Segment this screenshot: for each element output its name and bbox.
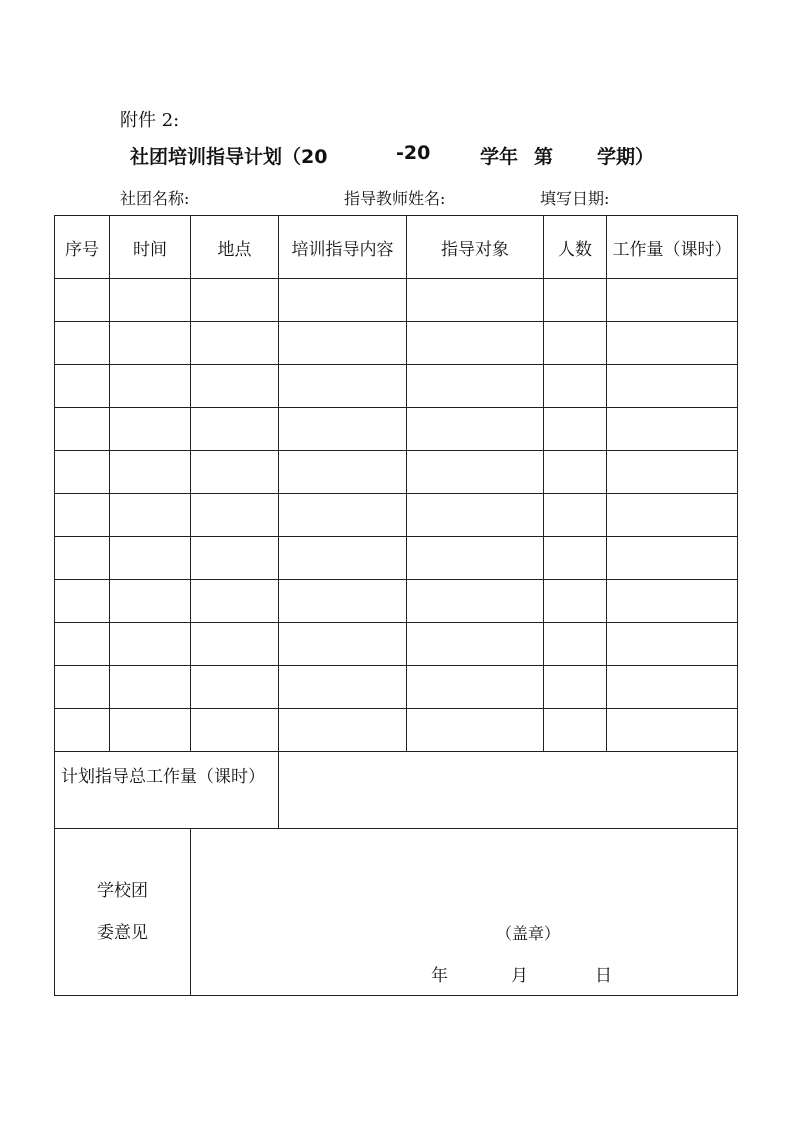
table-header-row	[55, 216, 738, 279]
opinion-label-line-2: 委意见	[97, 923, 148, 943]
table-cell[interactable]	[607, 451, 738, 494]
table-cell[interactable]	[110, 537, 191, 580]
table-cell[interactable]	[55, 365, 110, 408]
table-cell[interactable]	[279, 451, 407, 494]
table-cell[interactable]	[55, 623, 110, 666]
table-cell[interactable]	[607, 537, 738, 580]
table-cell[interactable]	[110, 408, 191, 451]
table-cell[interactable]	[110, 365, 191, 408]
table-cell[interactable]	[55, 709, 110, 752]
table-cell[interactable]	[407, 451, 544, 494]
table-cell[interactable]	[544, 322, 607, 365]
table-cell[interactable]	[279, 365, 407, 408]
table-cell[interactable]	[544, 580, 607, 623]
table-cell[interactable]	[607, 709, 738, 752]
league-opinion-field[interactable]	[191, 829, 738, 996]
table-cell[interactable]	[407, 623, 544, 666]
table-row	[55, 494, 738, 537]
table-cell[interactable]	[407, 709, 544, 752]
table-cell[interactable]	[607, 580, 738, 623]
table-cell[interactable]	[607, 666, 738, 709]
fill-date-label: 填写日期:	[540, 189, 610, 208]
table-cell[interactable]	[110, 451, 191, 494]
table-row	[55, 365, 738, 408]
date-day-label: 日	[595, 966, 612, 986]
table-cell[interactable]	[544, 709, 607, 752]
league-opinion-label	[55, 829, 191, 996]
table-cell[interactable]	[607, 408, 738, 451]
total-workload-label: 计划指导总工作量（课时）	[55, 752, 279, 829]
table-cell[interactable]	[191, 365, 279, 408]
header-location: 地点	[191, 216, 279, 279]
table-cell[interactable]	[544, 279, 607, 322]
table-cell[interactable]	[544, 623, 607, 666]
table-cell[interactable]	[279, 494, 407, 537]
table-cell[interactable]	[110, 494, 191, 537]
table-cell[interactable]	[407, 666, 544, 709]
table-cell[interactable]	[191, 623, 279, 666]
table-row	[55, 580, 738, 623]
table-cell[interactable]	[407, 494, 544, 537]
table-cell[interactable]	[279, 709, 407, 752]
table-cell[interactable]	[191, 537, 279, 580]
table-cell[interactable]	[607, 365, 738, 408]
table-cell[interactable]	[407, 408, 544, 451]
table-cell[interactable]	[191, 322, 279, 365]
table-row	[55, 322, 738, 365]
table-cell[interactable]	[110, 623, 191, 666]
table-cell[interactable]	[279, 580, 407, 623]
table-cell[interactable]	[279, 408, 407, 451]
table-cell[interactable]	[110, 322, 191, 365]
table-row	[55, 279, 738, 322]
total-workload-value[interactable]	[279, 752, 738, 829]
teacher-name-label: 指导教师姓名:	[344, 189, 446, 208]
table-row	[55, 709, 738, 752]
table-cell[interactable]	[407, 580, 544, 623]
title-school-year: 学年	[480, 146, 519, 168]
header-count: 人数	[544, 216, 607, 279]
table-row	[55, 666, 738, 709]
table-cell[interactable]	[191, 709, 279, 752]
table-cell[interactable]	[607, 623, 738, 666]
header-time: 时间	[110, 216, 191, 279]
table-row	[55, 451, 738, 494]
total-workload-row	[55, 752, 738, 829]
table-cell[interactable]	[544, 408, 607, 451]
title-term-prefix: 第	[534, 146, 554, 168]
header-target: 指导对象	[407, 216, 544, 279]
table-row	[55, 623, 738, 666]
attachment-label: 附件 2:	[120, 110, 180, 131]
table-cell[interactable]	[55, 494, 110, 537]
header-content: 培训指导内容	[279, 216, 407, 279]
table-cell[interactable]	[607, 494, 738, 537]
table-cell[interactable]	[607, 322, 738, 365]
table-cell[interactable]	[55, 279, 110, 322]
table-cell[interactable]	[407, 322, 544, 365]
header-workload: 工作量（课时）	[607, 216, 738, 279]
table-cell[interactable]	[544, 537, 607, 580]
table-cell[interactable]	[191, 451, 279, 494]
table-cell[interactable]	[110, 666, 191, 709]
table-cell[interactable]	[55, 322, 110, 365]
seal-label: （盖章）	[496, 924, 561, 943]
table-cell[interactable]	[191, 408, 279, 451]
title-prefix: 社团培训指导计划（20	[130, 146, 328, 168]
table-cell[interactable]	[544, 365, 607, 408]
table-cell[interactable]	[279, 279, 407, 322]
table-cell[interactable]	[607, 279, 738, 322]
club-name-label: 社团名称:	[120, 189, 190, 208]
title-year-end: -20	[396, 142, 431, 164]
table-row	[55, 408, 738, 451]
table-cell[interactable]	[110, 580, 191, 623]
table-cell[interactable]	[544, 494, 607, 537]
table-cell[interactable]	[191, 580, 279, 623]
table-cell[interactable]	[191, 494, 279, 537]
table-cell[interactable]	[55, 408, 110, 451]
table-cell[interactable]	[279, 537, 407, 580]
table-cell[interactable]	[279, 666, 407, 709]
league-opinion-row	[55, 829, 738, 996]
date-year-label: 年	[431, 966, 448, 986]
table-cell[interactable]	[279, 322, 407, 365]
opinion-label-line-1: 学校团	[97, 881, 148, 901]
date-month-label: 月	[511, 966, 528, 986]
table-cell[interactable]	[110, 279, 191, 322]
table-cell[interactable]	[407, 279, 544, 322]
table-row	[55, 537, 738, 580]
table-cell[interactable]	[55, 451, 110, 494]
table-cell[interactable]	[110, 709, 191, 752]
table-cell[interactable]	[191, 666, 279, 709]
table-cell[interactable]	[55, 537, 110, 580]
table-cell[interactable]	[55, 580, 110, 623]
table-cell[interactable]	[279, 623, 407, 666]
title-term-suffix: 学期）	[597, 146, 655, 168]
table-cell[interactable]	[191, 279, 279, 322]
header-index: 序号	[55, 216, 110, 279]
table-cell[interactable]	[407, 537, 544, 580]
table-cell[interactable]	[55, 666, 110, 709]
plan-table	[54, 215, 738, 996]
table-cell[interactable]	[544, 666, 607, 709]
table-cell[interactable]	[544, 451, 607, 494]
table-cell[interactable]	[407, 365, 544, 408]
